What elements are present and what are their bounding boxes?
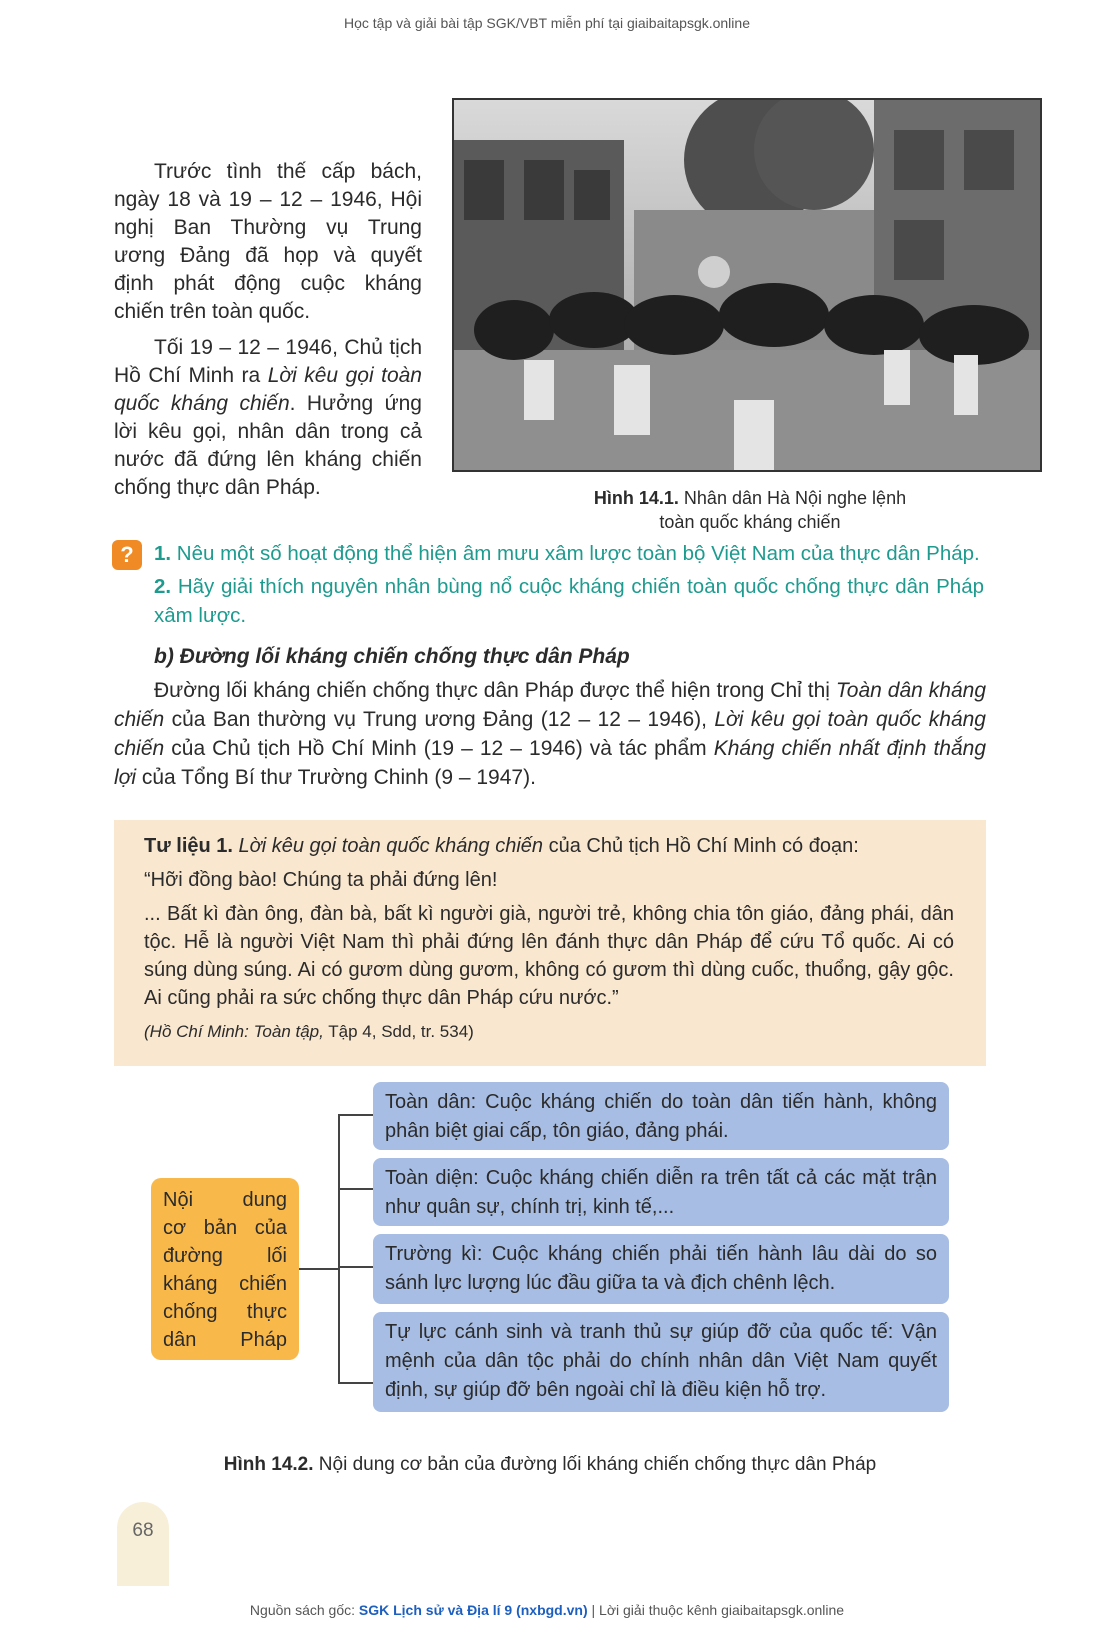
figure-1-caption: Hình 14.1. Nhân dân Hà Nội nghe lệnh toàn quốc kháng chiến xyxy=(593,488,907,532)
section-b-heading: b) Đường lối kháng chiến chống thực dân Pháp xyxy=(154,645,630,668)
intro-paragraph-2: Tối 19 – 12 – 1946, Chủ tịch Hồ Chí Minh ra Lời kêu gọi toàn quốc kháng chiến. Hưởng ứng lời kêu gọi, nhân dân trong cả nước đã đứng lên kháng chiến chống thực dân Pháp. xyxy=(114,336,422,499)
crowd-photo-illustration xyxy=(454,100,1040,470)
document-line-2: ... Bất kì đàn ông, đàn bà, bất kì người già, người trẻ, không chia tôn giáo, đảng phái, dân tộc. Hễ là người Việt Nam thì phải đứng lên đánh thực dân Pháp để cứu Tổ quốc. Ai có súng dùng súng. Ai có gươm dùng gươm, không có gươm thì dùng cuốc, thuổng, gậy gộc. Ai cũng phải ra sức chống thực dân Pháp cứu nước.” xyxy=(144,903,954,1009)
connector-root xyxy=(299,1268,339,1270)
question-1: 1. Nêu một số hoạt động thể hiện âm mưu xâm lược toàn bộ Việt Nam của thực dân Pháp. xyxy=(154,542,980,565)
connector-branch-3 xyxy=(338,1266,373,1268)
connector-branch-4 xyxy=(338,1382,373,1384)
diagram-root-box: Nội dung cơ bản của đường lối kháng chiến chống thực dân Pháp xyxy=(151,1178,299,1360)
diagram-item-toan-dan: Toàn dân: Cuộc kháng chiến do toàn dân tiến hành, không phân biệt giai cấp, tôn giáo, đảng phái. xyxy=(373,1082,949,1150)
historical-photo xyxy=(452,98,1042,472)
document-line-1: “Hỡi đồng bào! Chúng ta phải đứng lên! xyxy=(144,869,498,891)
document-quote-box xyxy=(114,820,986,1066)
document-source: (Hồ Chí Minh: Toàn tập, Tập 4, Sdd, tr. 534) xyxy=(144,1022,474,1041)
connector-branch-2 xyxy=(338,1188,373,1190)
connector-trunk xyxy=(338,1114,340,1384)
connector-branch-1 xyxy=(338,1114,373,1116)
source-link[interactable]: SGK Lịch sử và Địa lí 9 (nxbgd.vn) xyxy=(358,1602,588,1618)
page-footer: Nguồn sách gốc: SGK Lịch sử và Địa lí 9 (nxbgd.vn) | Lời giải thuộc kênh giaibaitapsgk.online xyxy=(249,1602,845,1618)
page-number: 68 xyxy=(117,1502,169,1586)
question-icon: ? xyxy=(112,540,142,570)
figure-2-caption: Hình 14.2. Nội dung cơ bản của đường lối kháng chiến chống thực dân Pháp xyxy=(223,1454,877,1475)
page-header: Học tập và giải bài tập SGK/VBT miễn phí tại giaibaitapsgk.online xyxy=(344,15,750,31)
section-b-paragraph: Đường lối kháng chiến chống thực dân Pháp được thể hiện trong Chỉ thị Toàn dân kháng chiến của Ban thường vụ Trung ương Đảng (12 – 12 – 1946), Lời kêu gọi toàn quốc kháng chiến của Chủ tịch Hồ Chí Minh (19 – 12 – 1946) và tác phẩm Kháng chiến nhất định thắng lợi của Tổng Bí thư Trường Chinh (9 – 1947). xyxy=(114,679,986,789)
diagram-item-truong-ki: Trường kì: Cuộc kháng chiến phải tiến hành lâu dài do so sánh lực lượng lúc đầu giữa ta và địch chênh lệch. xyxy=(373,1234,949,1304)
diagram-item-toan-dien: Toàn diện: Cuộc kháng chiến diễn ra trên tất cả các mặt trận như quân sự, chính trị, kinh tế,... xyxy=(373,1158,949,1226)
diagram-item-tu-luc: Tự lực cánh sinh và tranh thủ sự giúp đỡ của quốc tế: Vận mệnh của dân tộc phải do chính nhân dân Việt Nam quyết định, sự giúp đỡ bên ngoài chỉ là điều kiện hỗ trợ. xyxy=(373,1312,949,1412)
intro-paragraph-1: Trước tình thế cấp bách, ngày 18 và 19 – 12 – 1946, Hội nghị Ban Thường vụ Trung ương Đảng đã họp và quyết định phát động cuộc kháng chiến trên toàn quốc. xyxy=(114,160,422,323)
question-2: 2. Hãy giải thích nguyên nhân bùng nổ cuộc kháng chiến toàn quốc chống thực dân Pháp xâm lược. xyxy=(154,575,984,627)
document-title: Tư liệu 1. Lời kêu gọi toàn quốc kháng chiến của Chủ tịch Hồ Chí Minh có đoạn: xyxy=(144,835,859,857)
